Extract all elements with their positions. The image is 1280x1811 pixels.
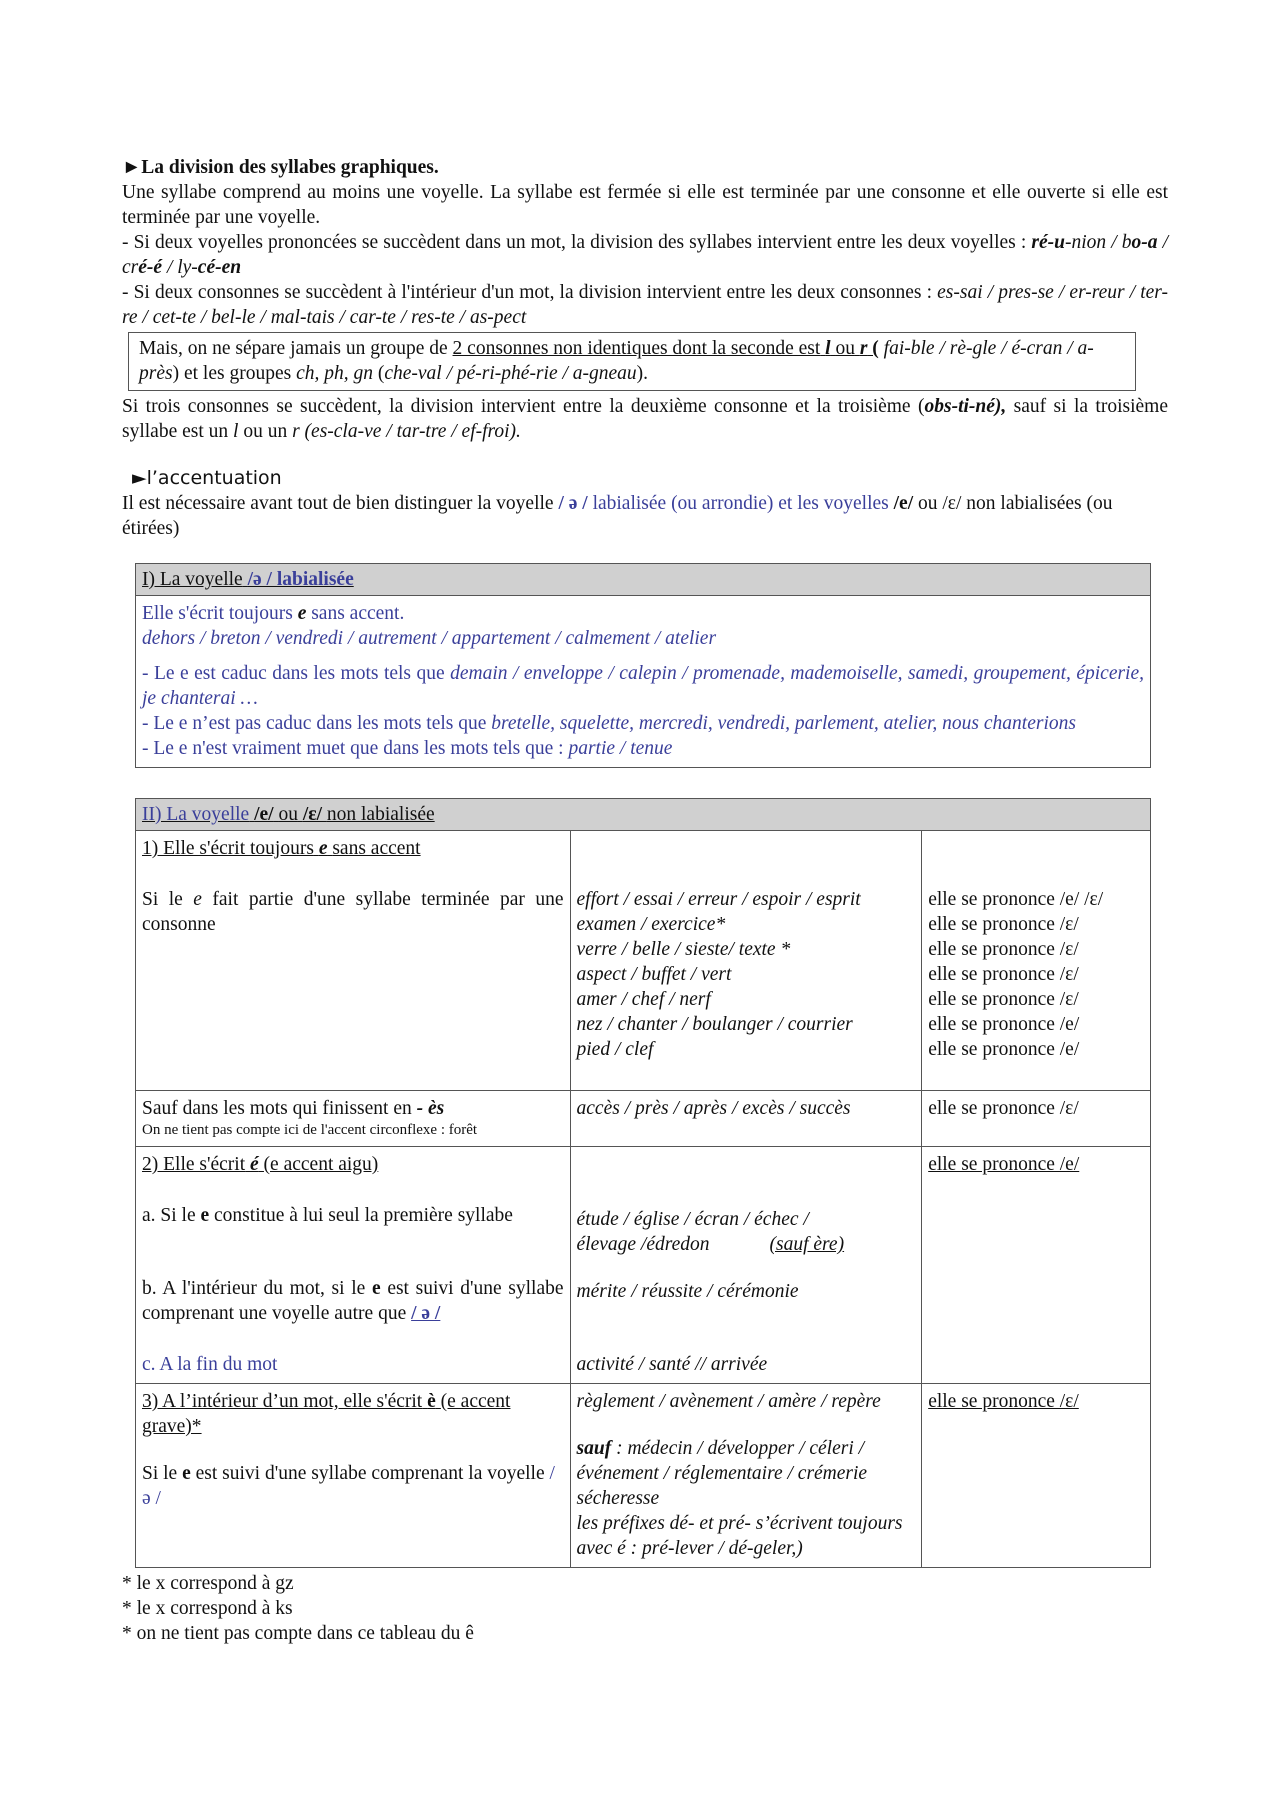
pronunciation-line: elle se prononce /ɛ/ xyxy=(928,989,1079,1010)
schwa-mute xyxy=(142,736,1144,761)
example-text: : médecin / développer / céleri / événement / réglementaire / crémerie sécheresse xyxy=(576,1438,868,1509)
letter-e-grave: è xyxy=(427,1391,436,1412)
rule-desc xyxy=(142,1096,564,1121)
spacer xyxy=(577,1062,916,1084)
schwa-symbol: / ə / xyxy=(411,1303,441,1324)
pronunciation-line: elle se prononce /ɛ/ xyxy=(928,1391,1079,1412)
desc-text-2: est suivi d'une syllabe comprenant la voyelle xyxy=(195,1463,545,1484)
table-header-row xyxy=(136,799,1151,831)
table-row xyxy=(136,1384,1151,1568)
spacer xyxy=(142,1439,564,1461)
not-caduc-examples: bretelle, squelette, mercredi, vendredi, parlement, atelier, nous chanterions xyxy=(491,713,1076,734)
examples-cell xyxy=(570,831,922,1091)
example-sauf xyxy=(577,1436,916,1511)
letter-e: e xyxy=(297,603,307,624)
document-page xyxy=(122,155,1168,1646)
example-part: cé-en xyxy=(197,257,242,278)
examples-cell xyxy=(570,1091,922,1147)
example-line: pied / clef xyxy=(576,1039,654,1060)
caduc-text: - Le e est caduc dans les mots tels que xyxy=(142,663,445,684)
pronunciation-cell xyxy=(922,831,1151,1091)
spacer xyxy=(142,1326,564,1352)
example-part: / cr xyxy=(122,232,1168,278)
desc-text-2: fait partie d'une syllabe terminée par une consonne xyxy=(142,889,564,935)
example-line: activité / santé // arrivée xyxy=(576,1354,768,1375)
caduc-examples: demain / enveloppe / calepin / promenade, mademoiselle, samedi, groupement, épicerie, je chanterai … xyxy=(142,663,1145,709)
table-row xyxy=(136,1147,1151,1384)
table-row xyxy=(136,831,1151,1091)
table-row xyxy=(136,596,1151,768)
paren: ( xyxy=(867,338,879,359)
example-text: élevage /édredon xyxy=(576,1234,710,1255)
rule-cell xyxy=(136,1147,571,1384)
ending-es: - ès xyxy=(416,1098,445,1119)
letter-r: r xyxy=(859,338,868,359)
example-line: nez / chanter / boulanger / courrier xyxy=(576,1014,853,1035)
intro-text: Il est nécessaire avant tout de bien distinguer la voyelle xyxy=(122,493,554,514)
pronunciation-line: elle se prononce /ɛ/ xyxy=(928,964,1079,985)
a-text-2: constitue à lui seul la première syllabe xyxy=(214,1205,513,1226)
example-line: accès / près / après / excès / succès xyxy=(576,1098,851,1119)
pronunciation-line: elle se prononce /e/ xyxy=(928,1039,1080,1060)
schwa-examples: dehors / breton / vendredi / autrement / appartement / calmement / atelier xyxy=(142,628,717,649)
rule-desc xyxy=(142,1461,564,1511)
spacer xyxy=(577,1178,916,1207)
table-e-non-labialised xyxy=(135,798,1151,1568)
pronunciation-line: elle se prononce /ɛ/ xyxy=(928,939,1079,960)
letter-e: e xyxy=(371,1278,381,1299)
example-line: amer / chef / nerf xyxy=(576,989,711,1010)
rule-cell xyxy=(136,831,571,1091)
pronunciation-line: elle se prononce /e/ xyxy=(928,1154,1080,1175)
not-caduc-text: - Le e n’est pas caduc dans les mots tels que xyxy=(142,713,487,734)
rule-b xyxy=(142,1276,564,1326)
letter-l: l xyxy=(825,338,831,359)
example-line xyxy=(577,1232,916,1257)
two-consonants-text: - Si deux consonnes se succèdent à l'intérieur d'un mot, la division intervient entre les deux consonnes : xyxy=(122,282,933,303)
pronunciation-cell xyxy=(922,1384,1151,1568)
b-text: b. A l'intérieur du mot, si le xyxy=(142,1278,366,1299)
example-line: verre / belle / sieste/ texte * xyxy=(576,939,791,960)
rule-text: Elle s'écrit toujours xyxy=(142,603,293,624)
letter-r: r xyxy=(292,421,300,442)
three-consonants-example: obs-ti-né), xyxy=(924,396,1007,417)
paragraph-two-vowels xyxy=(122,230,1168,280)
paragraph-two-consonants xyxy=(122,280,1168,330)
rule-cell xyxy=(136,1091,571,1147)
rule-cell xyxy=(136,1384,571,1568)
example-part: ré-u xyxy=(1031,232,1065,253)
rule-title xyxy=(142,1152,564,1177)
word-ou: ou xyxy=(835,338,855,359)
exception-examples-1: fai-ble / rè-gle / é-cran / a-près xyxy=(139,338,1094,384)
mute-text: - Le e n'est vraiment muet que dans les mots tels que : xyxy=(142,738,564,759)
rule-title xyxy=(142,836,564,861)
word-sauf: sauf xyxy=(576,1438,612,1459)
examples-cell xyxy=(570,1384,922,1568)
table-header xyxy=(136,799,1151,831)
spacer xyxy=(577,1304,916,1352)
paragraph-intro-accentuation xyxy=(122,491,1168,541)
rule-title-end: (e accent grave)* xyxy=(142,1391,511,1437)
table-row xyxy=(136,1091,1151,1147)
schwa-symbol: /ə / xyxy=(142,1463,555,1509)
rule-title-end: sans accent xyxy=(332,838,421,859)
exception-sauf-ere: (sauf ère) xyxy=(769,1234,845,1255)
spacer xyxy=(928,862,1144,887)
exception-text-2: ) et les groupes xyxy=(172,363,292,384)
paragraph-definition: Une syllabe comprend au moins une voyelle. La syllabe est fermée si elle est terminée par une consonne et elle ouverte si elle est terminée par une voyelle. xyxy=(122,182,1168,228)
header-end: non labialisée xyxy=(326,804,435,825)
spacer xyxy=(142,651,1144,661)
exception-examples-2: che-val / pé-ri-phé-rie / a-gneau xyxy=(384,363,637,384)
two-consonants-examples: es-sai / pres-se / er-reur / ter-re / cet-te / bel-le / mal-tais / car-te / res-te / as-pect xyxy=(122,282,1168,328)
spacer xyxy=(142,861,564,887)
rule-title-text: 3) A l’intérieur d’un mot, elle s'écrit xyxy=(142,1391,423,1412)
rule-title-text: 2) Elle s'écrit xyxy=(142,1154,246,1175)
spacer xyxy=(577,862,916,887)
example-line: effort / essai / erreur / espoir / esprit xyxy=(576,889,861,910)
example-part: / ly- xyxy=(162,257,198,278)
spacer xyxy=(577,1414,916,1436)
rule-c: c. A la fin du mot xyxy=(142,1354,278,1375)
spacer xyxy=(142,1177,564,1203)
example-line: règlement / avènement / amère / repère xyxy=(576,1391,881,1412)
header-epsilon: /ɛ/ xyxy=(302,804,322,825)
footnote: * on ne tient pas compte dans ce tableau du ê xyxy=(122,1623,474,1644)
schwa-not-caduc xyxy=(142,711,1144,736)
pronunciation-line: elle se prononce /e/ xyxy=(928,1014,1080,1035)
e-symbol: /e/ xyxy=(893,493,914,514)
mute-examples: partie / tenue xyxy=(568,738,673,759)
letter-e-acute: é xyxy=(250,1154,259,1175)
header-schwa-text: /ə / labialisée xyxy=(247,569,354,590)
spacer xyxy=(577,1257,916,1279)
letter-l: l xyxy=(233,421,239,442)
exception-box: Mais, on ne sépare jamais un groupe de 2 consonnes non identiques dont la seconde est l ou r ( fai-ble / rè-gle / é-cran / a-près) et les groupes ch, ph, gn (che-val / pé-ri-phé-rie / a-gneau). xyxy=(128,332,1136,391)
footnotes xyxy=(122,1571,1168,1646)
example-part: é-é xyxy=(138,257,163,278)
table-schwa xyxy=(135,563,1151,768)
spacer xyxy=(928,836,1144,862)
rule-title-end: (e accent aigu) xyxy=(263,1154,379,1175)
letter-e: e xyxy=(200,1205,210,1226)
schwa-symbol: / ə / xyxy=(558,493,588,514)
exception-rule: 2 consonnes non identiques dont la seconde est xyxy=(452,338,821,359)
desc-text: Sauf dans les mots qui finissent en xyxy=(142,1098,412,1119)
letter-e: e xyxy=(193,889,202,910)
rule-title-text: 1) Elle s'écrit toujours xyxy=(142,838,314,859)
word-ou-un: ou un xyxy=(243,421,288,442)
table-header xyxy=(136,564,1151,596)
schwa-caduc xyxy=(142,661,1144,711)
example-part: -nion / b xyxy=(1064,232,1132,253)
word-ou: ou xyxy=(918,493,938,514)
three-consonants-text: Si trois consonnes se succèdent, la division intervient entre la deuxième consonne et la troisième ( xyxy=(122,396,925,417)
desc-text: Si le xyxy=(142,1463,178,1484)
header-ou: ou xyxy=(278,804,298,825)
header-e: /e/ xyxy=(254,804,274,825)
pronunciation-cell xyxy=(922,1091,1151,1147)
rule-end: sans accent. xyxy=(311,603,405,624)
circumflex-note: On ne tient pas compte ici de l'accent circonflexe : forêt xyxy=(142,1122,478,1138)
letter-e: e xyxy=(318,838,328,859)
rule-title xyxy=(142,1389,564,1439)
pronunciation-line: elle se prononce /e/ /ɛ/ xyxy=(928,889,1104,910)
footnote: * le x correspond à ks xyxy=(122,1598,293,1619)
letter-e: e xyxy=(182,1463,191,1484)
pronunciation-line: elle se prononce /ɛ/ xyxy=(928,914,1079,935)
example-part: o-a xyxy=(1131,232,1158,253)
a-text: a. Si le xyxy=(142,1205,196,1226)
example-line: aspect / buffet / vert xyxy=(576,964,732,985)
footnote: * le x correspond à gz xyxy=(122,1573,294,1594)
paragraph-three-consonants xyxy=(122,394,1168,444)
header-text: II) La voyelle xyxy=(142,804,250,825)
spacer xyxy=(142,1228,564,1276)
example-prefixes: les préfixes dé- et pré- s’écrivent toujours avec é : pré-lever / dé-geler,) xyxy=(576,1513,903,1559)
header-schwa xyxy=(248,569,354,590)
pronunciation-line: elle se prononce /ɛ/ xyxy=(928,1098,1079,1119)
example-line: étude / église / écran / échec / xyxy=(576,1209,809,1230)
rule-desc xyxy=(142,887,564,937)
section-title-accentuation: ►l’accentuation xyxy=(132,467,282,489)
section-title-syllables: ►La division des syllabes graphiques. xyxy=(122,157,439,178)
two-vowels-text: - Si deux voyelles prononcées se succèdent dans un mot, la division des syllabes intervient entre les deux voyelles : xyxy=(122,232,1027,253)
intro-non-labialised: non labialisées (ou étirées) xyxy=(122,493,1113,539)
desc-text: Si le xyxy=(142,889,183,910)
b-text-2: est suivi d'une syllabe comprenant une voyelle autre que xyxy=(142,1278,564,1324)
intro-labialised: labialisée (ou arrondie) et les voyelles xyxy=(592,493,889,514)
rule-a xyxy=(142,1203,564,1228)
three-consonants-examples: (es-cla-ve / tar-tre / ef-froi). xyxy=(304,421,521,442)
epsilon-symbol: /ɛ/ xyxy=(942,493,962,514)
examples-cell xyxy=(570,1147,922,1384)
example-line: examen / exercice* xyxy=(576,914,726,935)
spacer xyxy=(577,836,916,862)
table-header-row xyxy=(136,564,1151,596)
pronunciation-cell xyxy=(922,1147,1151,1384)
exception-groups: ch, ph, gn xyxy=(296,363,373,384)
example-line: mérite / réussite / cérémonie xyxy=(576,1281,799,1302)
exception-end: ). xyxy=(636,363,649,384)
three-consonants-text-2: sauf si la troisième syllabe est un xyxy=(122,396,1168,442)
schwa-cell xyxy=(136,596,1151,768)
exception-text: Mais, on ne sépare jamais un groupe de xyxy=(139,338,448,359)
spacer xyxy=(577,1152,916,1178)
schwa-rule xyxy=(142,601,1144,626)
header-text: I) La voyelle xyxy=(142,569,243,590)
exception-underlined xyxy=(453,338,879,359)
